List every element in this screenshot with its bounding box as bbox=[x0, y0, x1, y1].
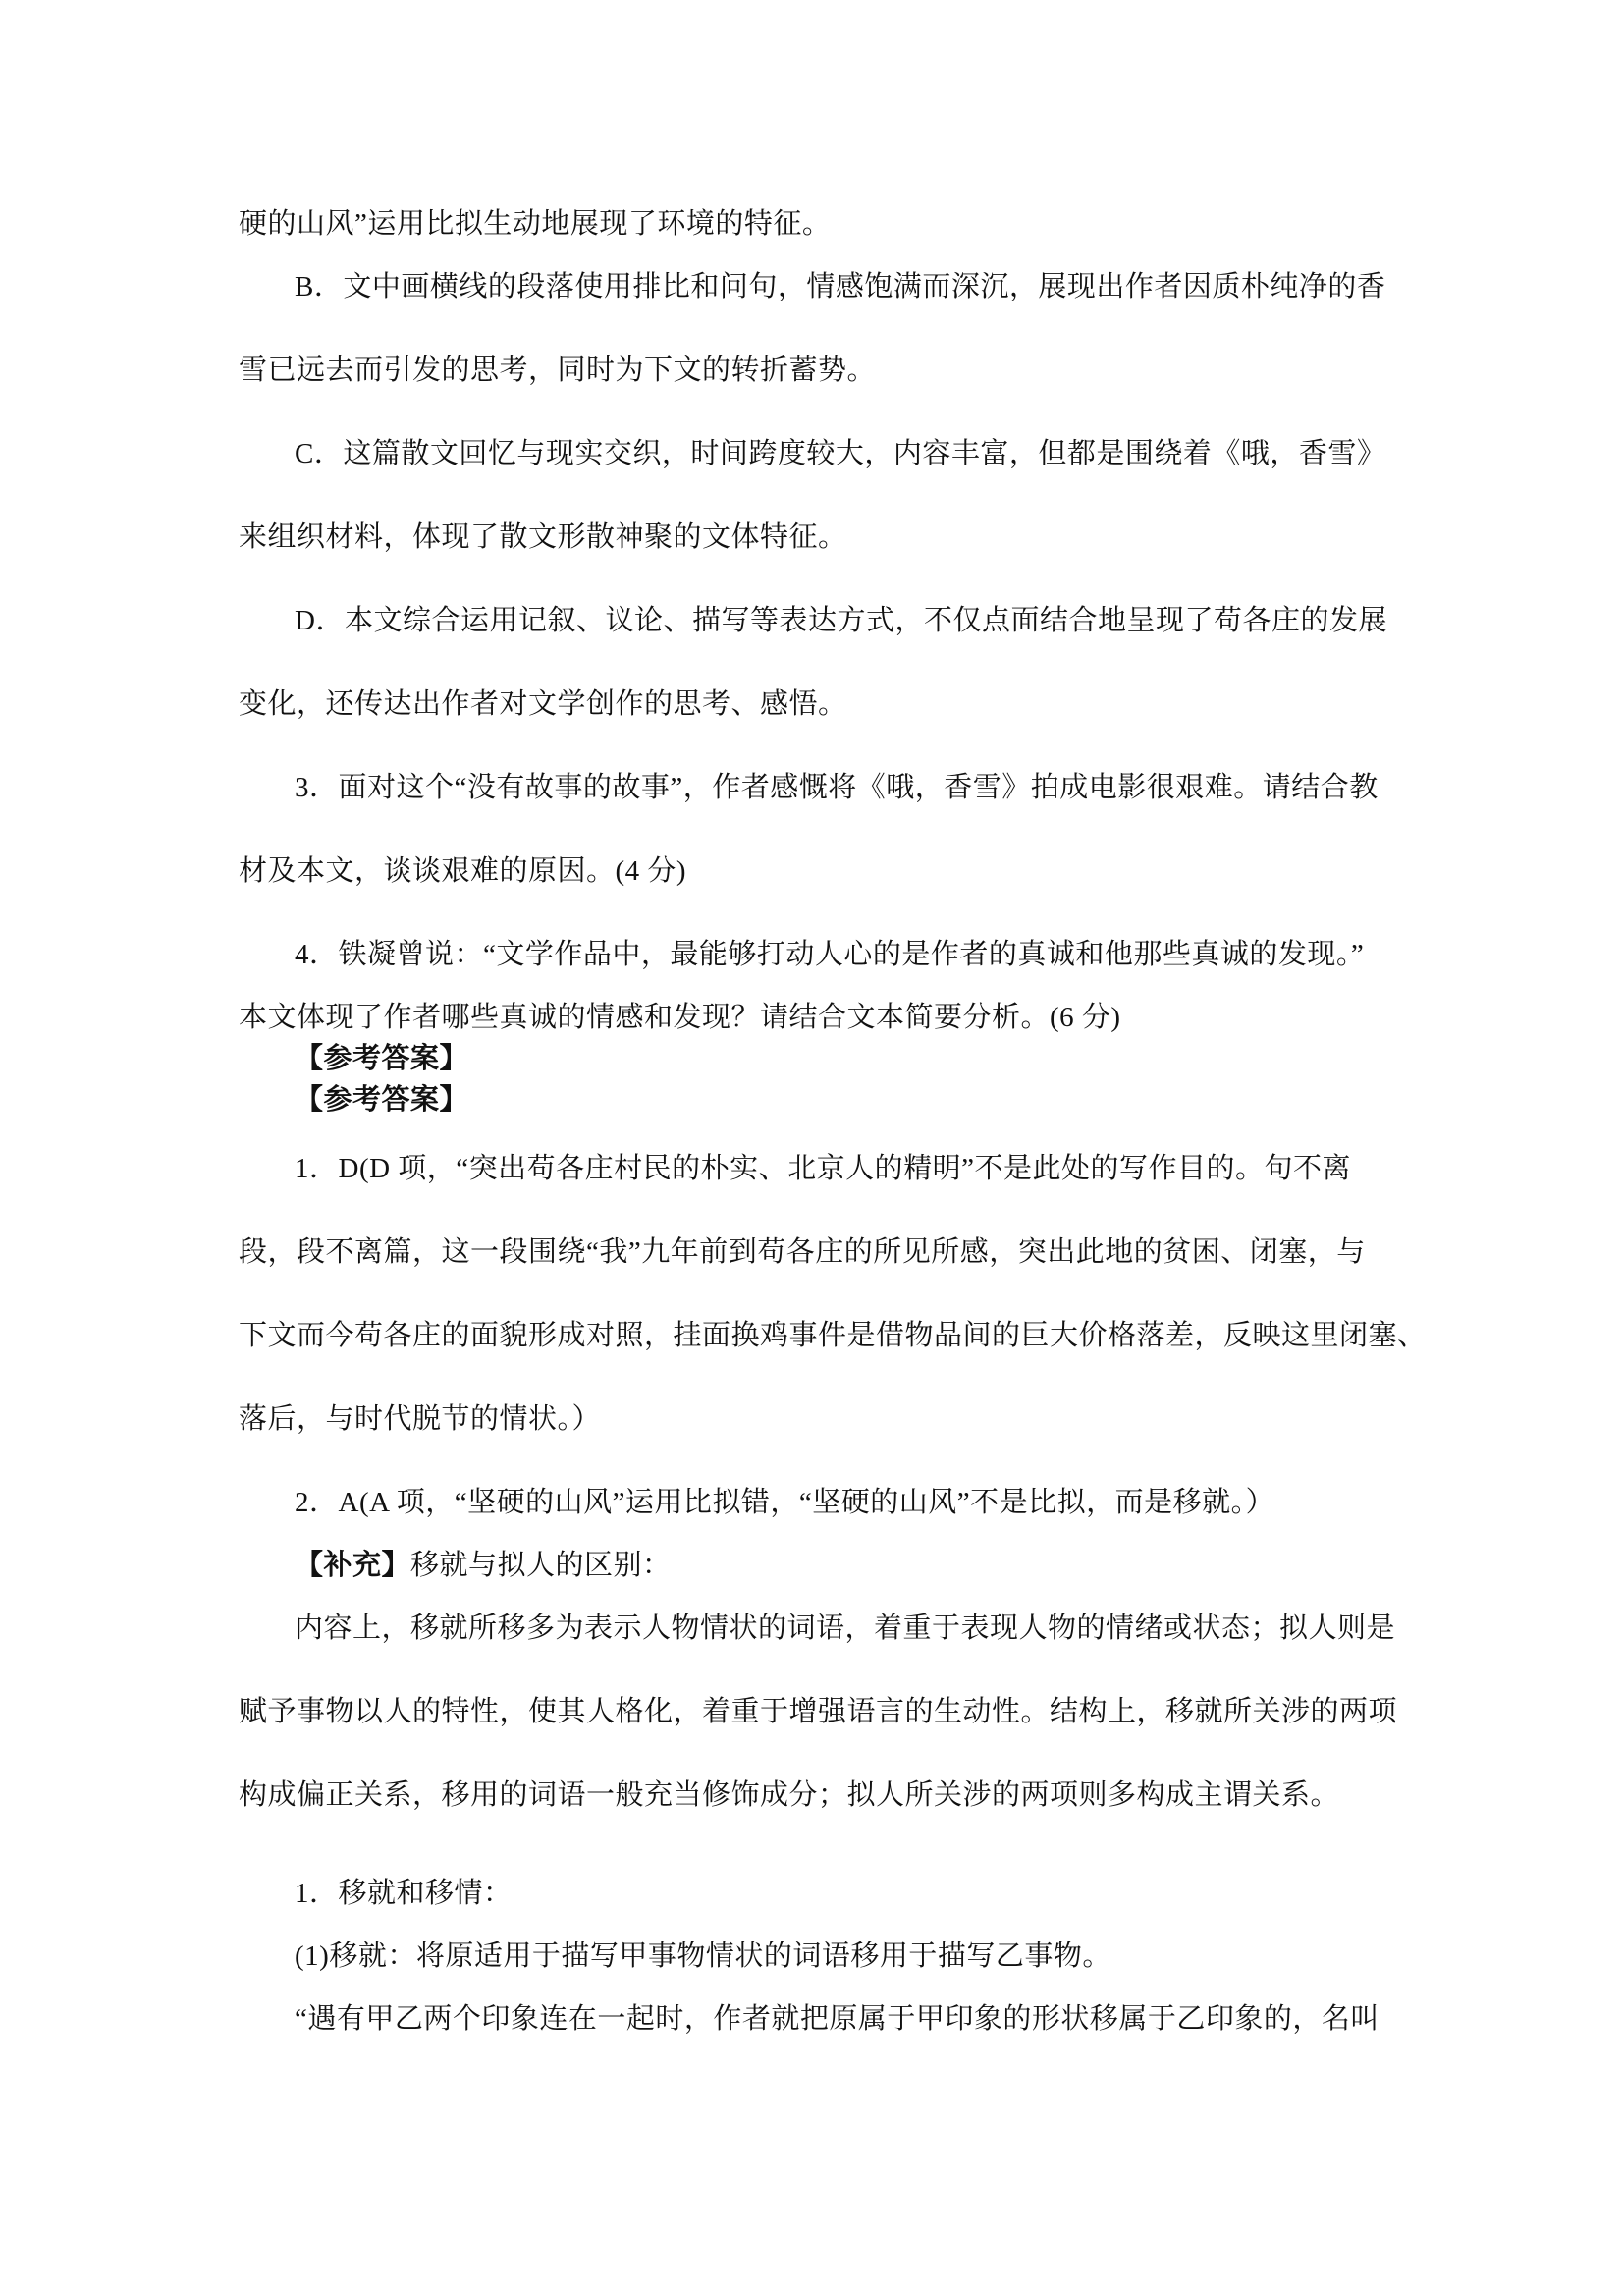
document-line: C．这篇散文回忆与现实交织，时间跨度较大，内容丰富，但都是围绕着《哦，香雪》 bbox=[295, 438, 1386, 469]
document-line: D．本文综合运用记叙、议论、描写等表达方式，不仅点面结合地呈现了苟各庄的发展 bbox=[295, 605, 1387, 636]
document-line: 1．移就和移情： bbox=[295, 1878, 513, 1909]
document-line: 段，段不离篇，这一段围绕“我”九年前到苟各庄的所见所感，突出此地的贫困、闭塞，与 bbox=[239, 1236, 1366, 1268]
bold-label: 【补充】 bbox=[295, 1550, 411, 1581]
document-line: 来组织材料，体现了散文形散神聚的文体特征。 bbox=[239, 521, 847, 553]
document-line: 下文而今苟各庄的面貌形成对照，挂面换鸡事件是借物品间的巨大价格落差，反映这里闭塞、 bbox=[239, 1320, 1427, 1351]
document-line: 内容上，移就所移多为表示人物情状的词语，着重于表现人物的情绪或状态；拟人则是 bbox=[295, 1613, 1396, 1644]
document-line: B．文中画横线的段落使用排比和问句，情感饱满而深沉，展现出作者因质朴纯净的香 bbox=[295, 271, 1386, 302]
document-line: 硬的山风”运用比拟生动地展现了环境的特征。 bbox=[239, 208, 832, 240]
document-line: 4．铁凝曾说：“文学作品中，最能够打动人心的是作者的真诚和他那些真诚的发现。” bbox=[295, 939, 1365, 970]
document-line: 构成偏正关系，移用的词语一般充当修饰成分；拟人所关涉的两项则多构成主谓关系。 bbox=[239, 1779, 1340, 1811]
document-line: 2．A(A 项，“坚硬的山风”运用比拟错，“坚硬的山风”不是比拟，而是移就。） bbox=[295, 1487, 1275, 1518]
document-line: 【参考答案】 bbox=[295, 1084, 469, 1116]
document-line: 【补充】移就与拟人的区别： bbox=[295, 1550, 672, 1581]
document-line: 3．面对这个“没有故事的故事”，作者感慨将《哦，香雪》拍成电影很艰难。请结合教 bbox=[295, 772, 1379, 803]
document-line: 赋予事物以人的特性，使其人格化，着重于增强语言的生动性。结构上，移就所关涉的两项 bbox=[239, 1696, 1398, 1727]
document-content bbox=[239, 204, 1456, 2039]
document-line: 【参考答案】 bbox=[295, 1043, 469, 1074]
document-line: 变化，还传达出作者对文学创作的思考、感悟。 bbox=[239, 688, 847, 720]
document-line: 落后，与时代脱节的情状。） bbox=[239, 1403, 602, 1435]
document-line: 本文体现了作者哪些真诚的情感和发现？请结合文本简要分析。(6 分) bbox=[239, 1002, 1121, 1033]
document-line: 雪已远去而引发的思考，同时为下文的转折蓄势。 bbox=[239, 355, 877, 386]
document-line: (1)移就：将原适用于描写甲事物情状的词语移用于描写乙事物。 bbox=[295, 1941, 1111, 1972]
document-line: 材及本文，谈谈艰难的原因。(4 分) bbox=[239, 855, 687, 887]
document-line: 1．D(D 项，“突出苟各庄村民的朴实、北京人的精明”不是此处的写作目的。句不离 bbox=[295, 1153, 1352, 1184]
document-line: “遇有甲乙两个印象连在一起时，作者就把原属于甲印象的形状移属于乙印象的，名叫 bbox=[295, 2003, 1380, 2035]
